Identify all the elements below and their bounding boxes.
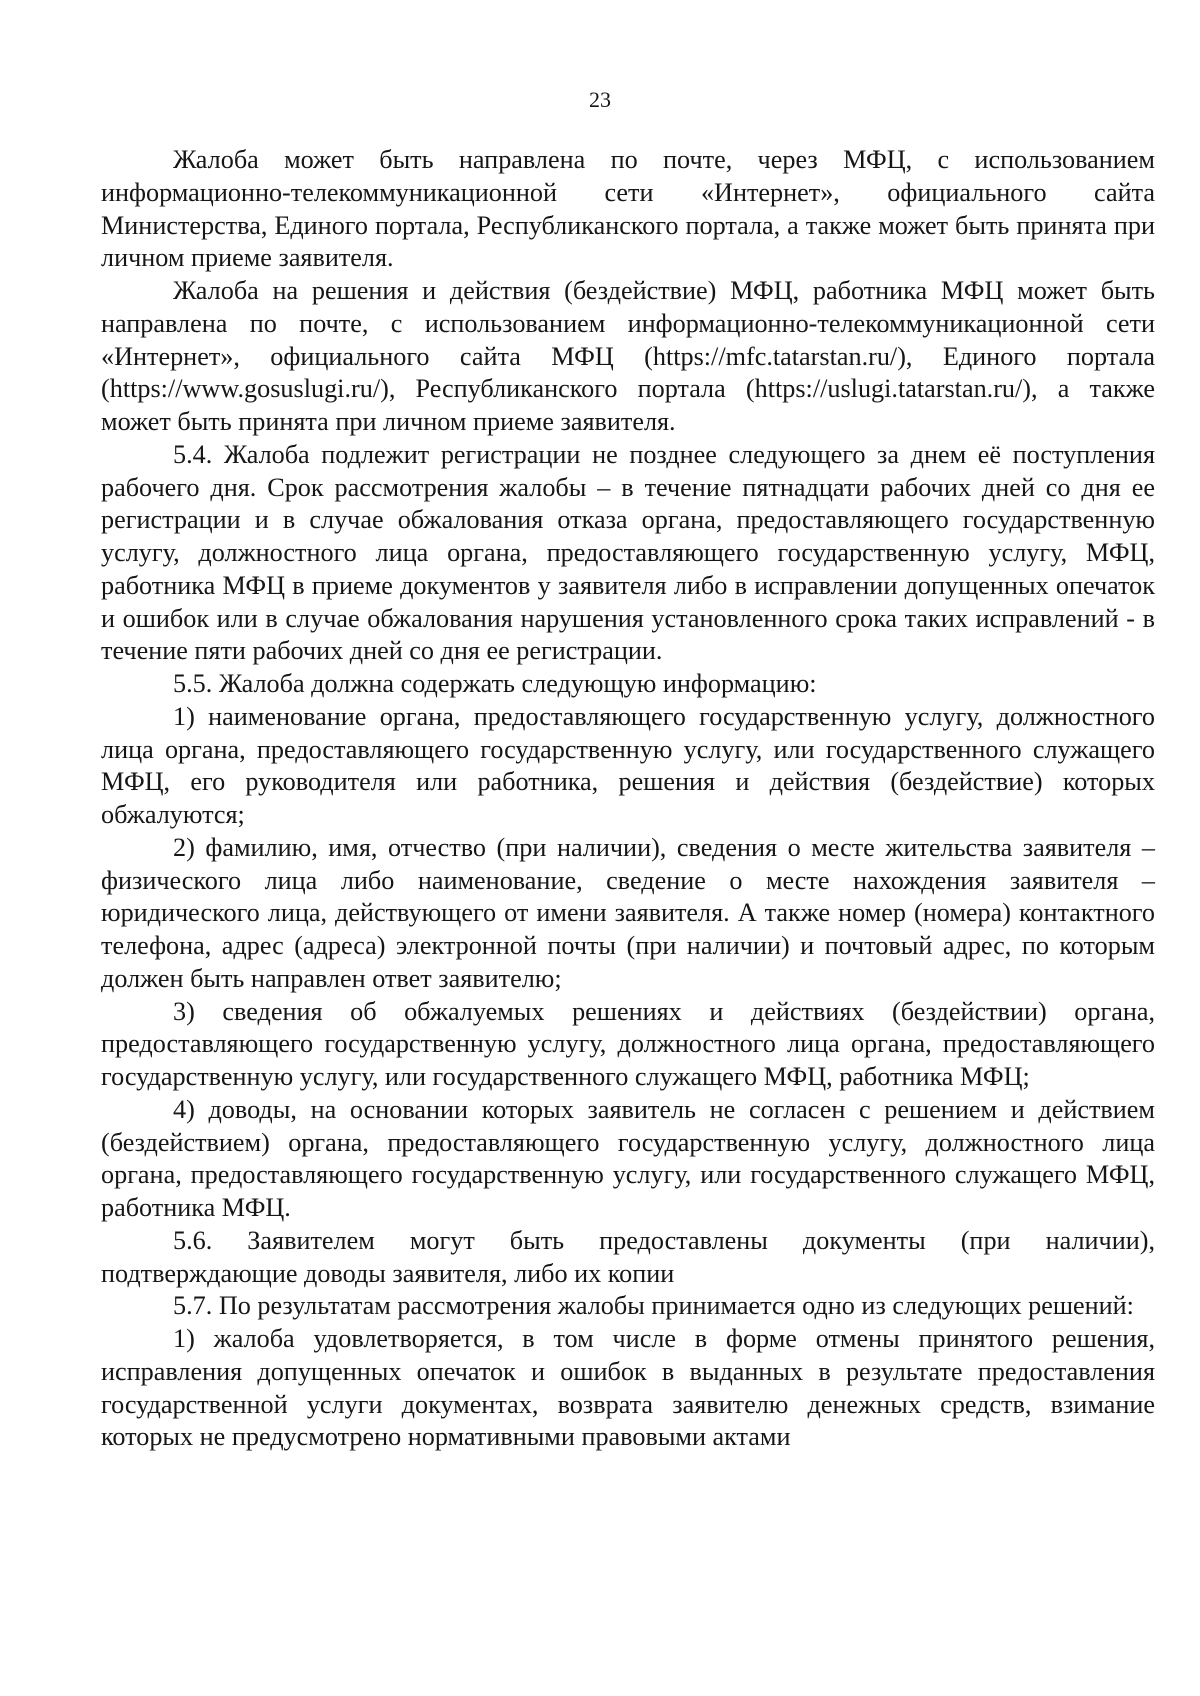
paragraph-5-5: 5.5. Жалоба должна содержать следующую информацию:: [173, 669, 817, 698]
paragraph-mfc-complaint: Жалоба на решения и действия (бездействие) МФЦ, работника МФЦ может быть направлена по почте, с использованием информационно-телекоммуникационной сети «Интернет», официального сайта МФЦ (https://mfc.tatarstan.ru/), Единого портала (https://www.gosuslugi.ru/), Республиканского портала (https://uslugi.tatarstan.ru/), а также может быть принята при личном приеме заявителя.: [101, 276, 1155, 436]
document-body: [101, 144, 1155, 1454]
list-item-5-5-3: 3) сведения об обжалуемых решениях и действиях (бездействии) органа, предоставляющего государственную услугу, должностного лица органа, предоставляющего государственную услугу, или государственного служащего МФЦ, работника МФЦ;: [101, 996, 1155, 1091]
page-number: 23: [589, 87, 611, 112]
list-item-5-5-4: 4) доводы, на основании которых заявитель не согласен с решением и действием (бездействием) органа, предоставляющего государственную услугу, должностного лица органа, предоставляющего государственную услугу, или государственного служащего МФЦ, работника МФЦ.: [101, 1094, 1155, 1222]
list-item-5-5-1: 1) наименование органа, предоставляющего государственную услугу, должностного лица органа, предоставляющего государственную услугу, или государственного служащего МФЦ, его руководителя или работника, решения и действия (бездействие) которых обжалуются;: [101, 701, 1155, 829]
paragraph-5-4: 5.4. Жалоба подлежит регистрации не позднее следующего за днем её поступления рабочего дня. Срок рассмотрения жалобы – в течение пятнадцати рабочих дней со дня ее регистрации и в случае обжалования отказа органа, предоставляющего государственную услугу, должностного лица органа, предоставляющего государственную услугу, МФЦ, работника МФЦ в приеме документов у заявителя либо в исправлении допущенных опечаток и ошибок или в случае обжалования нарушения установленного срока таких исправлений - в течение пяти рабочих дней со дня ее регистрации.: [101, 439, 1155, 666]
paragraph-5-6: 5.6. Заявителем могут быть предоставлены документы (при наличии), подтверждающие доводы заявителя, либо их копии: [101, 1225, 1155, 1288]
list-item-5-7-1: 1) жалоба удовлетворяется, в том числе в форме отмены принятого решения, исправления допущенных опечаток и ошибок в выданных в результате предоставления государственной услуги документах, возврата заявителю денежных средств, взимание которых не предусмотрено нормативными правовыми актами: [101, 1324, 1155, 1452]
paragraph-complaint-channels: Жалоба может быть направлена по почте, через МФЦ, с использованием информационно-телекоммуникационной сети «Интернет», официального сайта Министерства, Единого портала, Республиканского портала, а также может быть принята при личном приеме заявителя.: [101, 145, 1155, 273]
list-item-5-5-2: 2) фамилию, имя, отчество (при наличии), сведения о месте жительства заявителя – физического лица либо наименование, сведение о месте нахождения заявителя – юридического лица, действующего от имени заявителя. А также номер (номера) контактного телефона, адрес (адреса) электронной почты (при наличии) и почтовый адрес, по которым должен быть направлен ответ заявителю;: [101, 832, 1155, 993]
paragraph-5-7: 5.7. По результатам рассмотрения жалобы принимается одно из следующих решений:: [173, 1291, 1134, 1321]
